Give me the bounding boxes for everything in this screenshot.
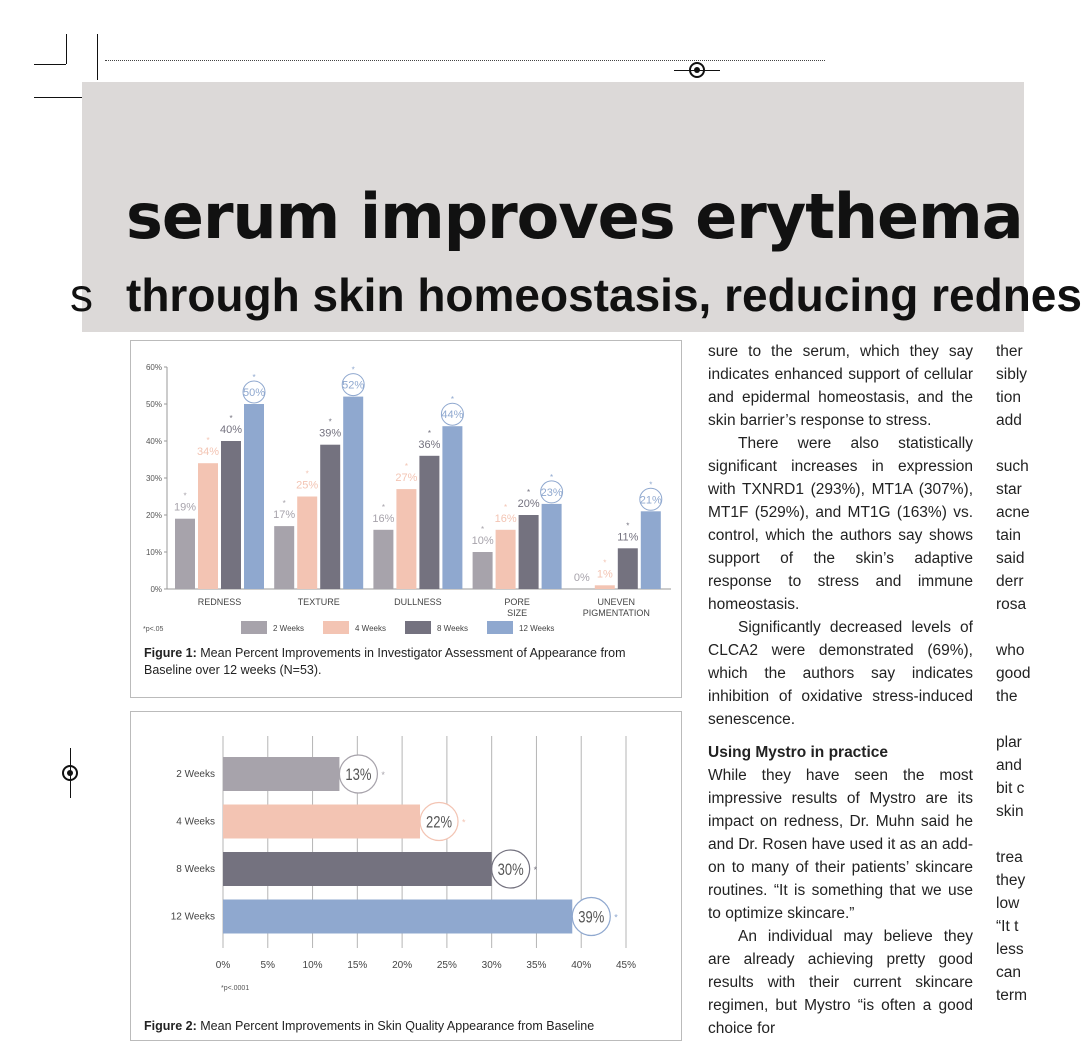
x-tick-label: 35%: [526, 960, 547, 971]
text-fragment: acne: [996, 504, 1030, 521]
article-title: serum improves erythema: [126, 180, 1023, 253]
bar: [343, 397, 363, 589]
data-label: 36%: [418, 438, 441, 451]
text-fragment: sibly: [996, 366, 1028, 383]
x-tick-label: 40%: [571, 960, 592, 971]
significance-marker: *: [252, 373, 256, 382]
bar: [198, 463, 218, 589]
category-label: UNEVEN: [597, 597, 636, 607]
figure-2-caption: [144, 1018, 674, 1035]
text-fragment: such: [996, 458, 1029, 475]
legend-label: 2 Weeks: [273, 624, 304, 633]
text-fragment: [996, 708, 1024, 731]
data-label: 22%: [426, 812, 453, 832]
text-fragment: skin: [996, 803, 1024, 820]
text-fragment: they: [996, 872, 1026, 889]
data-label: 27%: [395, 472, 418, 485]
paragraph: An individual may believe they are already achieving pretty good results with their current skincare regimen, but Mystro “is often a good choice for: [708, 928, 973, 1037]
text-fragment: tion: [996, 389, 1021, 406]
figure-2-bar-chart: [131, 712, 681, 1012]
text-fragment: [996, 823, 1024, 846]
x-tick-label: 0%: [215, 960, 231, 971]
y-tick-label: 10%: [145, 548, 162, 557]
significance-marker: *: [504, 502, 508, 512]
data-label: 39%: [578, 907, 605, 927]
significance-marker: *: [404, 462, 408, 472]
category-label: DULLNESS: [394, 597, 442, 607]
figure-1-caption-label: Figure 1:: [144, 646, 197, 660]
figure-1-bar-chart: [131, 341, 681, 641]
text-fragment: low: [996, 895, 1020, 912]
text-fragment: said: [996, 550, 1025, 567]
text-fragment: derr: [996, 573, 1024, 590]
significance-marker: *: [305, 469, 309, 479]
bar: [297, 497, 317, 590]
figure-2-caption-label: Figure 2:: [144, 1019, 197, 1033]
legend-swatch: [323, 621, 349, 634]
data-label: 0%: [573, 572, 590, 584]
significance-marker: *: [481, 525, 485, 534]
category-label: REDNESS: [197, 597, 242, 607]
legend-label: 4 Weeks: [355, 624, 386, 633]
paragraph: There were also statistically significant increases in expression with TXNRD1 (293%), MT1A (307%), MT1F (529%), and MT1G (163%) vs. control, which the authors say shows support of the skin’s adaptive response to stress and immune homeostasis.: [708, 435, 973, 613]
significance-marker: *: [381, 770, 385, 780]
article-subtitle: through skin homeostasis, reducing rednes: [126, 269, 1082, 321]
legend-label: 8 Weeks: [437, 624, 468, 633]
x-tick-label: 10%: [302, 960, 323, 971]
significance-marker: *: [229, 414, 233, 423]
category-label: PORE: [504, 597, 530, 607]
bar: [595, 585, 615, 589]
data-label: 16%: [372, 512, 395, 525]
crop-mark: [34, 97, 82, 98]
data-label: 10%: [471, 535, 494, 547]
data-label: 19%: [173, 501, 197, 514]
data-label: 52%: [342, 379, 365, 392]
bar: [496, 530, 516, 589]
crop-mark: [97, 34, 98, 80]
figure-2-caption-text: Mean Percent Improvements in Skin Quality Appearance from Baseline: [196, 1019, 595, 1033]
paragraph: While they have seen the most impressive results of Mystro are its impact on redness, Dr. Muhn said he and Dr. Rosen have used it as an add-on to many of their patients’ skincare routines. “It is something that we use to optimize skincare.”: [708, 767, 973, 922]
significance-marker: *: [533, 865, 538, 875]
data-label: 50%: [242, 387, 266, 399]
crop-mark: [34, 64, 66, 65]
figure-1-caption: [144, 645, 664, 679]
text-fragment: [996, 616, 1024, 639]
significance-marker: *: [328, 417, 332, 427]
significance-marker: *: [550, 472, 554, 482]
y-tick-label: 60%: [145, 363, 162, 372]
text-fragment: ther: [996, 343, 1023, 360]
text-fragment: the: [996, 688, 1018, 705]
bar: [175, 519, 195, 589]
significance-marker: *: [450, 395, 454, 405]
bar: [223, 805, 420, 839]
text-fragment: tain: [996, 527, 1021, 544]
text-fragment: good: [996, 665, 1031, 682]
y-tick-label: 30%: [145, 474, 162, 483]
significance-marker: *: [603, 558, 607, 568]
bar: [223, 757, 339, 791]
significance-marker: *: [614, 912, 618, 923]
printer-slug-line: [105, 60, 825, 67]
text-fragment: [996, 432, 1024, 455]
bar: [419, 456, 439, 589]
bar: [473, 552, 493, 589]
significance-marker: *: [649, 480, 653, 490]
text-fragment: “It t: [996, 918, 1019, 935]
category-label: TEXTURE: [297, 597, 340, 607]
data-label: 30%: [497, 860, 524, 879]
data-label: 11%: [617, 531, 639, 544]
data-label: 44%: [441, 409, 464, 422]
significance-marker: *: [462, 817, 466, 828]
category-label: 12 Weeks: [170, 911, 215, 923]
bar: [396, 489, 416, 589]
bar: [223, 900, 572, 934]
significance-marker: *: [351, 365, 355, 375]
x-tick-label: 30%: [481, 960, 502, 971]
x-tick-label: 45%: [615, 960, 637, 971]
figure-1-caption-text: Mean Percent Improvements in Investigator Assessment of Appearance from Baseline over 12 weeks (N=53).: [144, 646, 626, 677]
bar: [244, 404, 264, 589]
section-subhead: Using Mystro in practice: [708, 744, 889, 761]
text-fragment: star: [996, 481, 1022, 498]
text-fragment: bit c: [996, 780, 1025, 797]
bar: [320, 445, 340, 589]
data-label: 34%: [196, 446, 220, 459]
significance-marker: *: [527, 488, 531, 497]
category-label: 4 Weeks: [176, 816, 215, 828]
legend-swatch: [487, 621, 513, 634]
x-tick-label: 5%: [260, 960, 276, 971]
legend-swatch: [405, 621, 431, 634]
significance-marker: *: [427, 428, 431, 438]
y-tick-label: 50%: [145, 400, 162, 409]
data-label: 17%: [273, 509, 296, 522]
text-fragment: can: [996, 964, 1021, 981]
spread-fragment: s: [70, 269, 93, 321]
data-label: 23%: [540, 486, 563, 499]
bar: [641, 511, 661, 589]
y-tick-label: 20%: [145, 511, 162, 520]
bar: [542, 504, 562, 589]
paragraph: sure to the serum, which they say indicates enhanced support of cellular and epidermal homeostasis, and the skin barrier’s response to stress.: [708, 343, 973, 429]
x-tick-label: 20%: [392, 960, 413, 971]
significance-marker: *: [282, 499, 286, 509]
data-label: 20%: [517, 498, 540, 510]
category-label: PIGMENTATION: [582, 608, 650, 618]
footnote: *p<.05: [143, 626, 164, 633]
data-label: 39%: [319, 427, 342, 440]
data-label: 13%: [345, 765, 372, 784]
figure-1: [130, 340, 682, 698]
data-label: 21%: [639, 494, 662, 507]
body-column-1: [708, 340, 973, 1040]
category-label: SIZE: [507, 608, 528, 618]
figure-2: [130, 711, 682, 1041]
footnote: *p<.0001: [221, 985, 250, 992]
data-label: 1%: [596, 568, 613, 581]
paragraph: Significantly decreased levels of CLCA2 were demonstrated (69%), which the authors say indicates inhibition of oxidative stress-induced senescence.: [708, 619, 973, 728]
category-label: 8 Weeks: [176, 864, 215, 875]
legend-swatch: [241, 621, 267, 634]
data-label: 16%: [494, 512, 517, 525]
text-fragment: rosa: [996, 596, 1027, 613]
legend-label: 12 Weeks: [519, 624, 555, 633]
text-fragment: term: [996, 987, 1027, 1004]
bar: [519, 515, 539, 589]
category-label: 2 Weeks: [176, 769, 215, 780]
bar: [274, 526, 294, 589]
body-column-2: [996, 340, 1031, 1007]
significance-marker: *: [183, 491, 187, 501]
y-tick-label: 40%: [145, 437, 162, 446]
bar: [223, 852, 492, 886]
text-fragment: and: [996, 757, 1022, 774]
crop-mark: [66, 34, 67, 64]
text-fragment: trea: [996, 849, 1023, 866]
x-tick-label: 15%: [347, 960, 368, 971]
y-tick-label: 0%: [150, 585, 162, 594]
text-fragment: less: [996, 941, 1024, 958]
bar: [618, 548, 638, 589]
data-label: 25%: [296, 479, 319, 492]
bar: [442, 426, 462, 589]
significance-marker: *: [626, 521, 630, 531]
significance-marker: *: [381, 502, 385, 512]
crop-mark: [70, 748, 71, 798]
crop-mark: [674, 70, 720, 71]
bar: [373, 530, 393, 589]
bar: [221, 441, 241, 589]
data-label: 40%: [219, 424, 243, 436]
text-fragment: who: [996, 642, 1025, 659]
x-tick-label: 25%: [436, 960, 457, 971]
text-fragment: plar: [996, 734, 1022, 751]
text-fragment: add: [996, 412, 1022, 429]
article-header: [82, 82, 1082, 332]
significance-marker: *: [206, 436, 210, 446]
